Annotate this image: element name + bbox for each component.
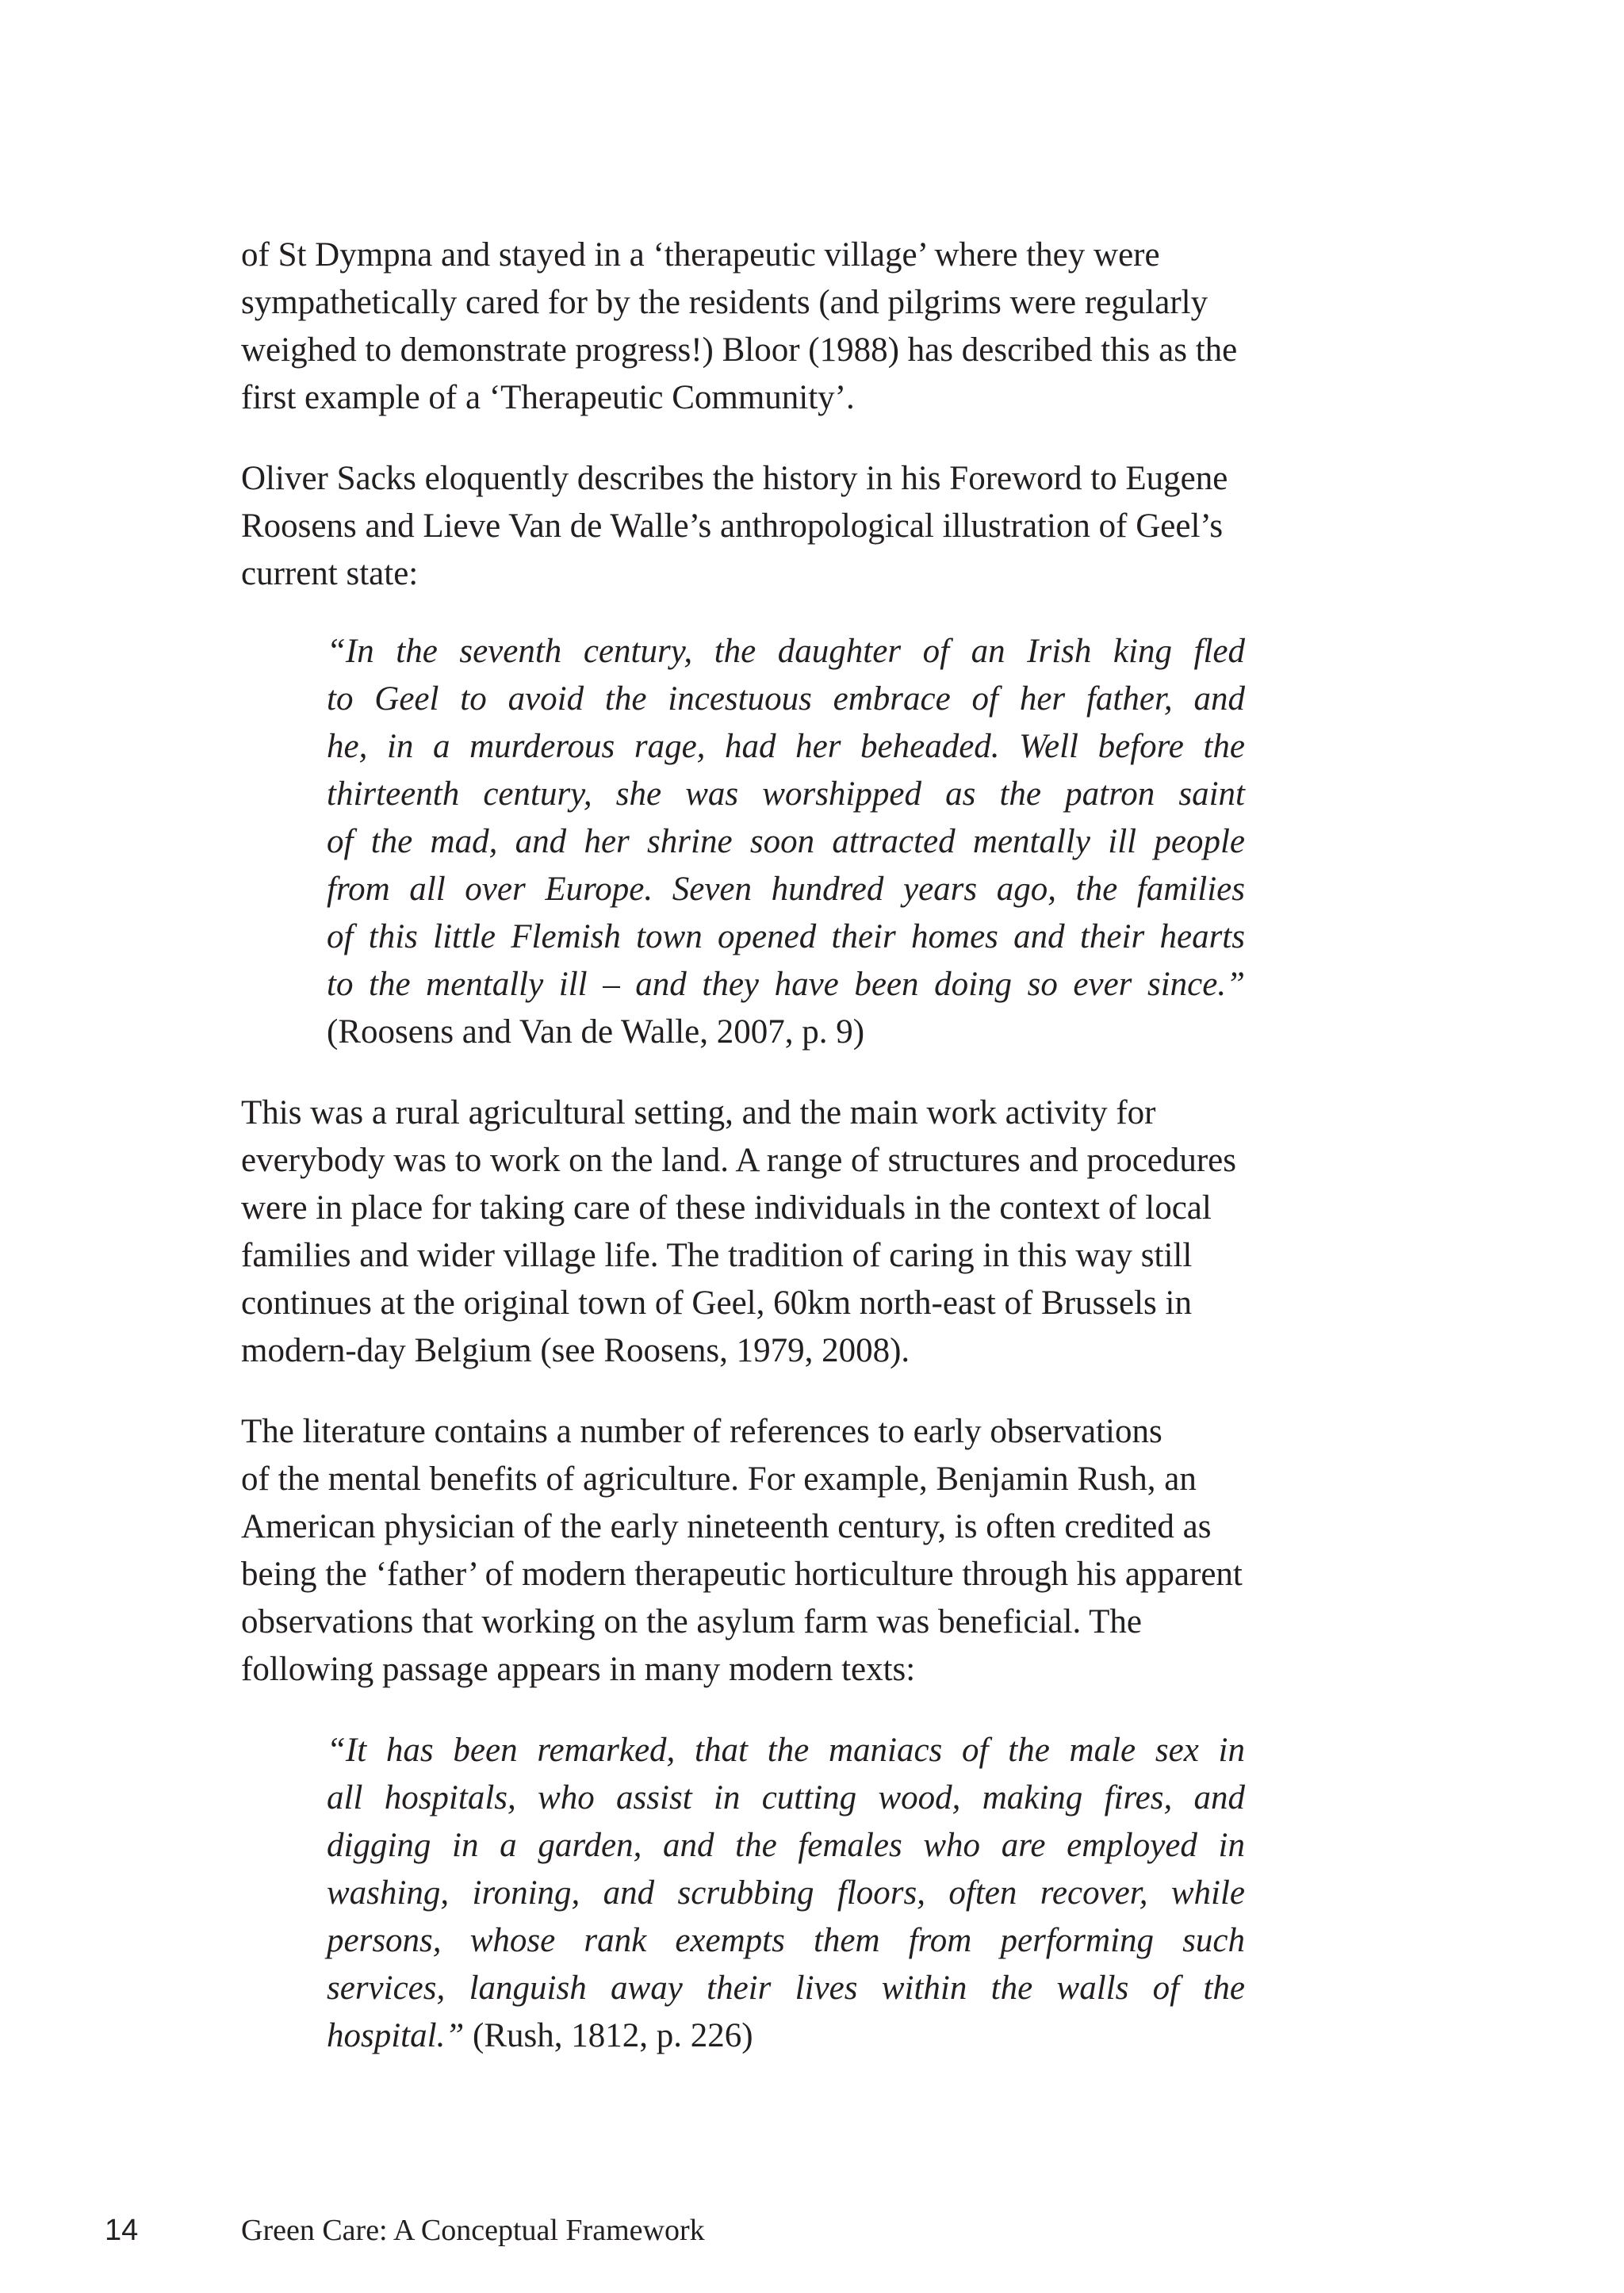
text-line: were in place for taking care of these individuals in the context of local: [241, 1189, 1212, 1227]
text-line: current state:: [241, 555, 419, 592]
text-line: weighed to demonstrate progress!) Bloor (1988) has described this as the: [241, 331, 1238, 369]
quote-line: from all over Europe. Seven hundred years ago, the families: [327, 871, 1245, 908]
quote-line: he, in a murderous rage, had her beheaded. Well before the: [327, 728, 1245, 765]
quote-line: to the mentally ill – and they have been doing so ever since.”: [327, 966, 1245, 1003]
text-line: continues at the original town of Geel, 60km north-east of Brussels in: [241, 1284, 1192, 1322]
text-line: American physician of the early nineteenth century, is often credited as: [241, 1508, 1212, 1545]
text-line: of the mental benefits of agriculture. For example, Benjamin Rush, an: [241, 1460, 1197, 1498]
body-paragraph-3: [241, 1089, 1367, 1375]
text-line: This was a rural agricultural setting, and the main work activity for: [241, 1094, 1156, 1131]
text-line: The literature contains a number of references to early observations: [241, 1413, 1162, 1450]
quote-line: services, languish away their lives within the walls of the: [327, 1970, 1245, 2007]
quote-line: all hospitals, who assist in cutting wood, making fires, and: [327, 1779, 1245, 1816]
block-quote-rush: [327, 1727, 1245, 2060]
text-line: observations that working on the asylum farm was beneficial. The: [241, 1603, 1143, 1640]
body-paragraph-4: [241, 1408, 1367, 1694]
quote-line: “It has been remarked, that the maniacs of the male sex in: [327, 1732, 1245, 1769]
quote-line: of the mad, and her shrine soon attracted mentally ill people: [327, 823, 1245, 860]
quote-line: to Geel to avoid the incestuous embrace of her father, and: [327, 680, 1245, 718]
text-line: being the ‘father’ of modern therapeutic horticulture through his apparent: [241, 1556, 1243, 1593]
text-line: everybody was to work on the land. A range of structures and procedures: [241, 1142, 1236, 1179]
quote-line: persons, whose rank exempts them from performing such: [327, 1922, 1245, 1959]
page-number: 14: [105, 2214, 139, 2247]
quote-line: “In the seventh century, the daughter of an Irish king fled: [327, 633, 1245, 670]
text-line: sympathetically cared for by the residents (and pilgrims were regularly: [241, 284, 1208, 321]
running-footer-title: Green Care: A Conceptual Framework: [241, 2214, 705, 2247]
quote-line-italic: hospital.”: [327, 2017, 465, 2054]
quote-line: of this little Flemish town opened their homes and their hearts: [327, 918, 1245, 955]
quote-last-line: [327, 2012, 1245, 2060]
quote-line: washing, ironing, and scrubbing floors, often recover, while: [327, 1874, 1245, 1912]
quote-line: digging in a garden, and the females who are employed in: [327, 1827, 1245, 1864]
text-line: of St Dympna and stayed in a ‘therapeutic village’ where they were: [241, 236, 1160, 274]
quote-citation: (Rush, 1812, p. 226): [464, 2017, 753, 2054]
text-line: families and wider village life. The tradition of caring in this way still: [241, 1237, 1193, 1274]
text-line: Roosens and Lieve Van de Walle’s anthropological illustration of Geel’s: [241, 507, 1224, 545]
body-paragraph-2: [241, 455, 1367, 598]
quote-citation: (Roosens and Van de Walle, 2007, p. 9): [327, 1013, 865, 1051]
text-line: Oliver Sacks eloquently describes the history in his Foreword to Eugene: [241, 460, 1228, 497]
text-line: following passage appears in many modern texts:: [241, 1651, 916, 1688]
text-line: modern-day Belgium (see Roosens, 1979, 2008).: [241, 1332, 910, 1369]
text-line: first example of a ‘Therapeutic Community’.: [241, 379, 855, 416]
quote-line: thirteenth century, she was worshipped as the patron saint: [327, 775, 1245, 813]
body-paragraph-1: [241, 232, 1367, 422]
block-quote-sacks: [327, 628, 1245, 1056]
